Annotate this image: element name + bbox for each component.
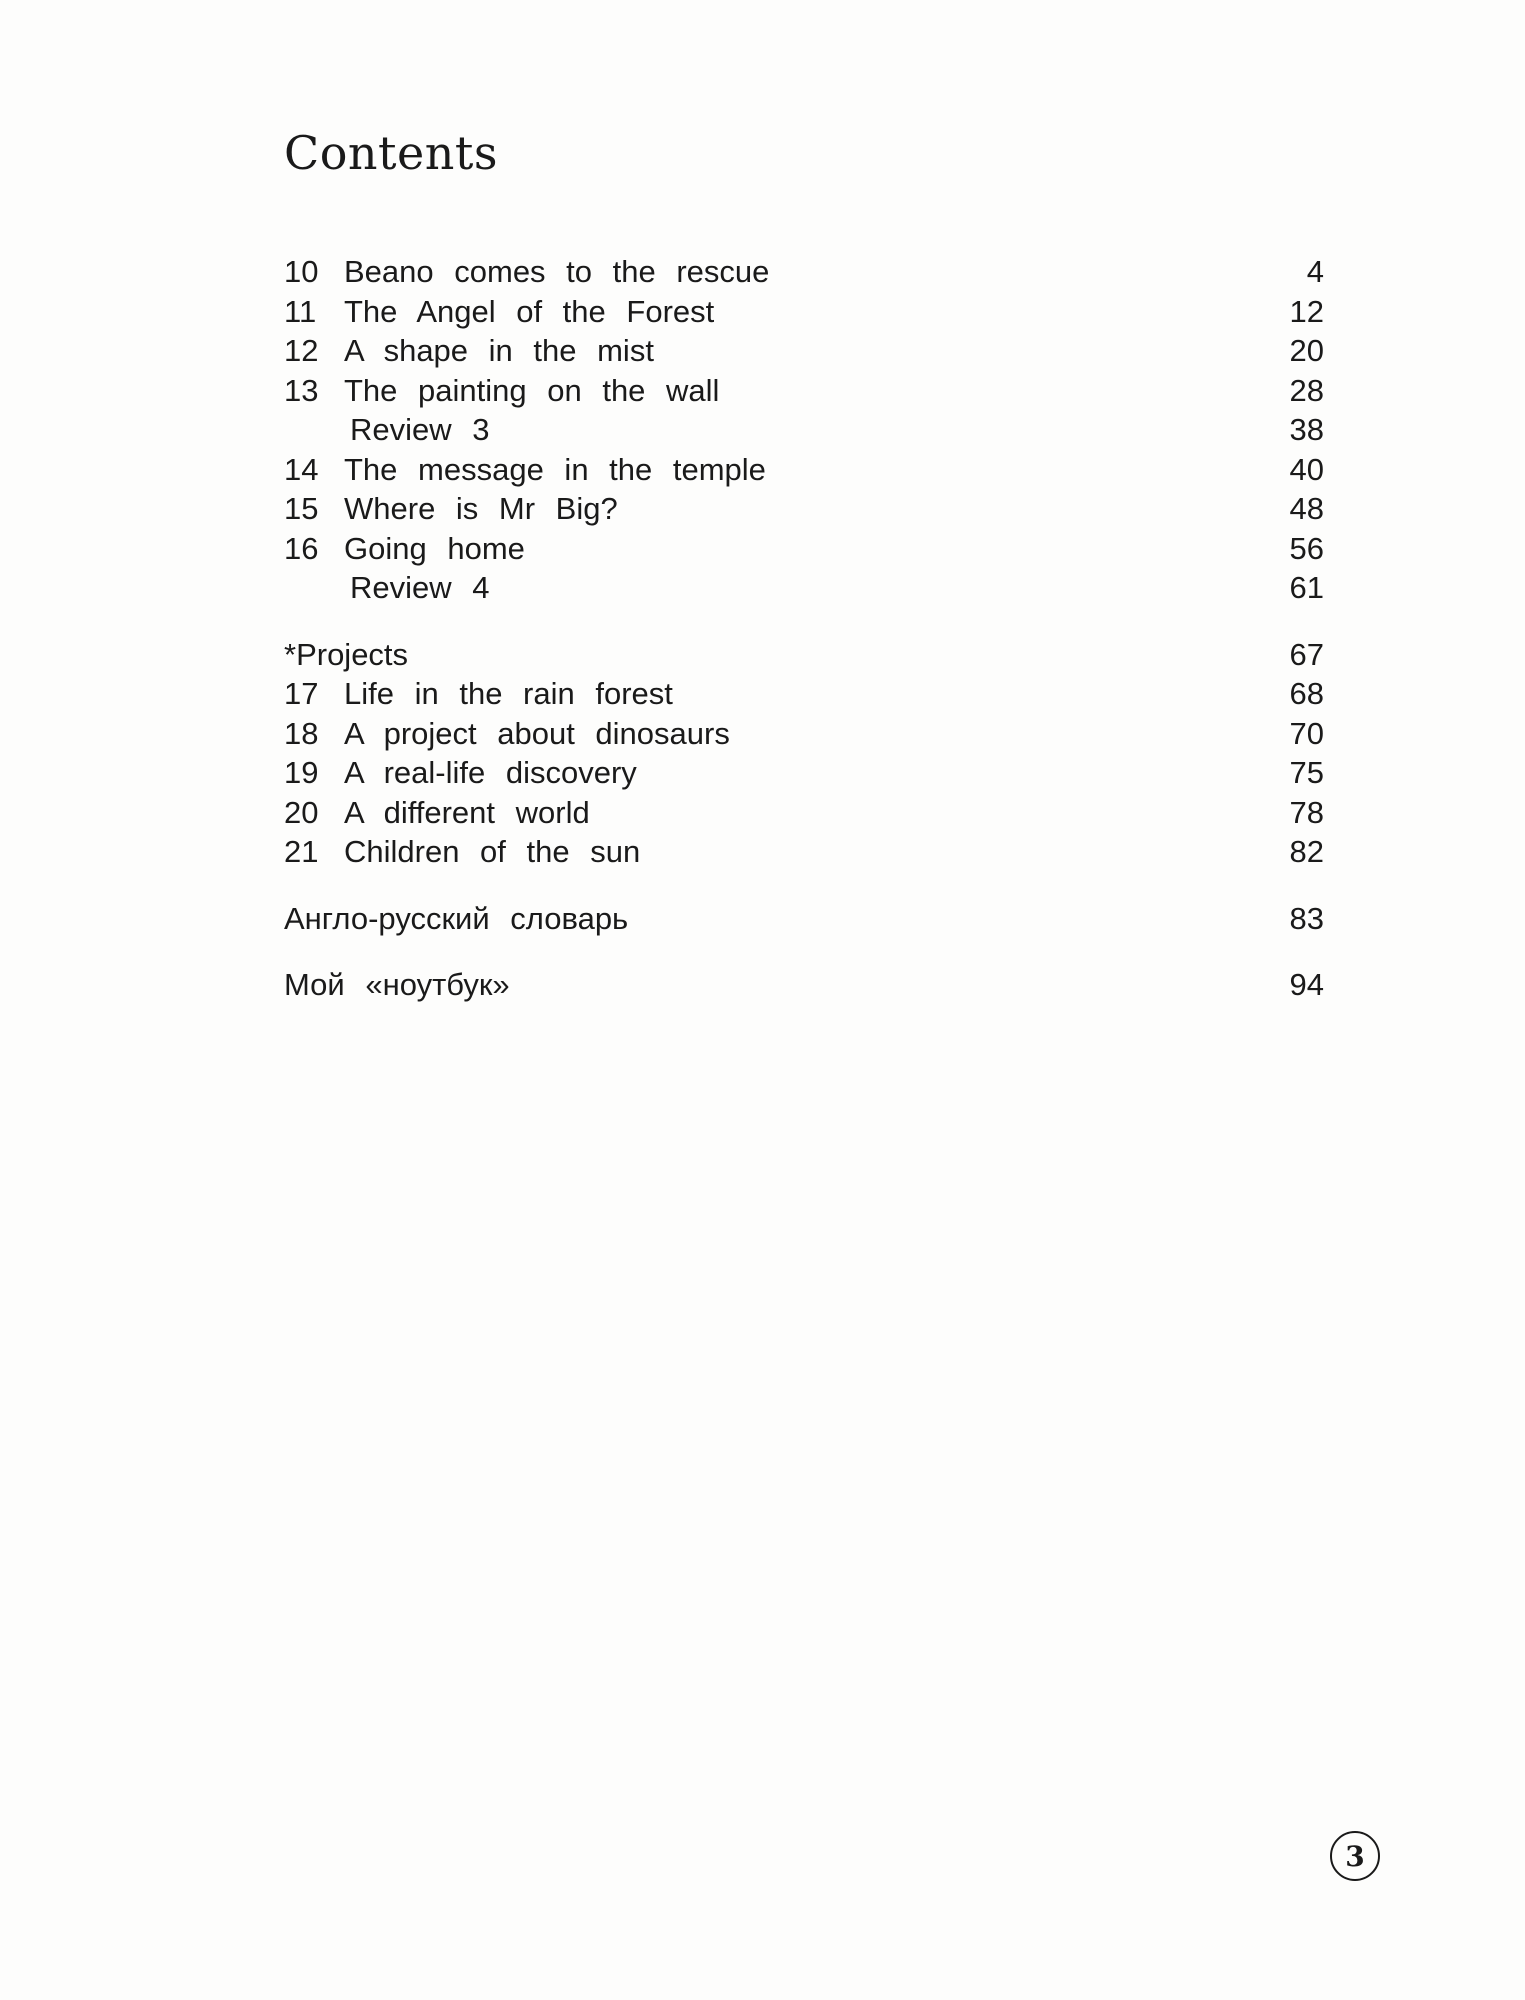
toc-page-number: 61 bbox=[1289, 570, 1324, 605]
page-title: Contents bbox=[284, 126, 498, 180]
toc-page-number: 68 bbox=[1289, 676, 1324, 711]
toc-entry[interactable] bbox=[284, 832, 1324, 872]
dot-leader bbox=[742, 714, 1220, 754]
toc-entry[interactable] bbox=[284, 331, 1324, 371]
toc-entry[interactable] bbox=[284, 568, 1324, 608]
dot-leader bbox=[685, 674, 1220, 714]
toc-entry[interactable] bbox=[284, 489, 1324, 529]
dot-leader bbox=[726, 292, 1220, 332]
toc-entry[interactable] bbox=[284, 635, 1324, 675]
toc-entry-title: Review 3 bbox=[350, 412, 490, 447]
toc-unit-number: 17 bbox=[284, 676, 319, 711]
toc-unit-number: 15 bbox=[284, 491, 319, 526]
toc-entry[interactable] bbox=[284, 674, 1324, 714]
toc-page-number: 4 bbox=[1306, 254, 1324, 289]
toc-entry[interactable] bbox=[284, 450, 1324, 490]
toc-entry-title: Going home bbox=[344, 530, 525, 566]
dot-leader bbox=[640, 899, 1220, 939]
dot-leader bbox=[502, 410, 1221, 450]
dot-leader bbox=[731, 371, 1220, 411]
table-of-contents bbox=[284, 252, 1324, 1032]
dot-leader bbox=[649, 753, 1220, 793]
toc-entry[interactable] bbox=[284, 714, 1324, 754]
toc-unit-number: 19 bbox=[284, 755, 319, 790]
toc-page-number: 78 bbox=[1289, 794, 1324, 830]
toc-entry-title: The message in the temple bbox=[344, 451, 766, 487]
dot-leader bbox=[666, 331, 1220, 371]
toc-entry-title: Where is Mr Big? bbox=[344, 491, 618, 526]
toc-page-number: 82 bbox=[1289, 834, 1324, 869]
dot-leader bbox=[778, 450, 1220, 490]
toc-entry[interactable] bbox=[284, 371, 1324, 411]
toc-group bbox=[284, 635, 1324, 872]
toc-entry-title: A real-life discovery bbox=[344, 755, 637, 790]
toc-page-number: 38 bbox=[1289, 412, 1324, 447]
toc-page-number: 12 bbox=[1289, 293, 1324, 329]
toc-entry-title: Англо-русский словарь bbox=[284, 900, 629, 936]
toc-unit-number: 10 bbox=[284, 254, 319, 289]
toc-unit-number: 18 bbox=[284, 715, 319, 751]
dot-leader bbox=[630, 489, 1220, 529]
toc-page-number: 48 bbox=[1289, 491, 1324, 526]
toc-unit-number: 11 bbox=[284, 293, 317, 329]
toc-entry-title: Review 4 bbox=[350, 570, 490, 605]
toc-entry-title: The painting on the wall bbox=[344, 372, 720, 408]
toc-page-number: 83 bbox=[1289, 900, 1324, 936]
toc-entry-title: The Angel of the Forest bbox=[344, 293, 715, 329]
toc-group bbox=[284, 899, 1324, 939]
toc-entry[interactable] bbox=[284, 899, 1324, 939]
page-number-badge: 3 bbox=[1330, 1831, 1380, 1881]
dot-leader bbox=[420, 635, 1220, 675]
toc-entry-title: A project about dinosaurs bbox=[344, 715, 730, 751]
dot-leader bbox=[522, 965, 1220, 1005]
toc-entry-title: Life in the rain forest bbox=[344, 676, 673, 711]
toc-page-number: 28 bbox=[1289, 372, 1324, 408]
toc-group bbox=[284, 965, 1324, 1005]
toc-unit-number: 16 bbox=[284, 530, 319, 566]
toc-page-number: 70 bbox=[1289, 715, 1324, 751]
toc-unit-number: 21 bbox=[284, 834, 319, 869]
toc-entry-title: A shape in the mist bbox=[344, 333, 654, 368]
toc-unit-number: 12 bbox=[284, 333, 319, 368]
dot-leader bbox=[602, 793, 1220, 833]
toc-entry-title: Мой «ноутбук» bbox=[284, 967, 510, 1002]
toc-unit-number: 20 bbox=[284, 794, 319, 830]
toc-page-number: 56 bbox=[1289, 530, 1324, 566]
dot-leader bbox=[502, 568, 1221, 608]
toc-entry[interactable] bbox=[284, 753, 1324, 793]
toc-entry-title: A different world bbox=[344, 794, 590, 830]
toc-entry[interactable] bbox=[284, 292, 1324, 332]
toc-entry[interactable] bbox=[284, 410, 1324, 450]
toc-page-number: 40 bbox=[1289, 451, 1324, 487]
toc-entry-title: Children of the sun bbox=[344, 834, 641, 869]
toc-unit-number: 13 bbox=[284, 372, 319, 408]
toc-page-number: 20 bbox=[1289, 333, 1324, 368]
toc-page-number: 94 bbox=[1289, 967, 1324, 1002]
toc-page-number: 75 bbox=[1289, 755, 1324, 790]
toc-entry-title: *Projects bbox=[284, 636, 409, 672]
toc-entry[interactable] bbox=[284, 965, 1324, 1005]
toc-entry-title: Beano comes to the rescue bbox=[344, 254, 770, 289]
dot-leader bbox=[652, 832, 1220, 872]
dot-leader bbox=[537, 529, 1220, 569]
dot-leader bbox=[781, 252, 1220, 292]
toc-page-number: 67 bbox=[1289, 636, 1324, 672]
toc-entry[interactable] bbox=[284, 252, 1324, 292]
toc-unit-number: 14 bbox=[284, 451, 319, 487]
toc-group bbox=[284, 252, 1324, 608]
toc-entry[interactable] bbox=[284, 529, 1324, 569]
toc-entry[interactable] bbox=[284, 793, 1324, 833]
